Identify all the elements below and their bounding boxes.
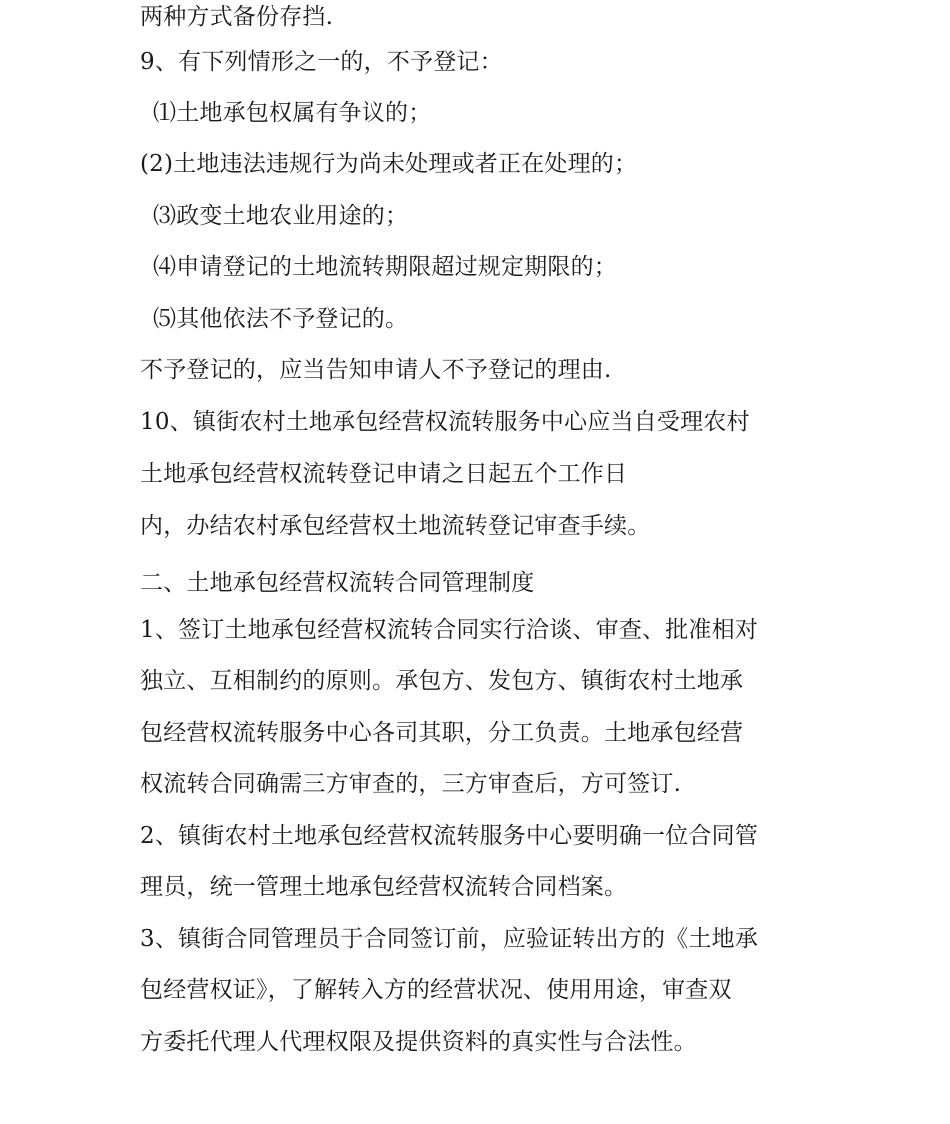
text-line: 包经营权证》，了解转入方的经营状况、使用用途，审查双 — [140, 977, 732, 1003]
text-line: 权流转合同确需三方审查的，三方审查后，方可签订. — [140, 771, 682, 797]
text-line: 理员，统一管理土地承包经营权流转合同档案。 — [140, 874, 628, 900]
text-line: (2)土地违法违规行为尚未处理或者正在处理的； — [140, 151, 638, 177]
text-line: ⑸其他依法不予登记的。 — [153, 306, 409, 332]
text-line: ⑶政变土地农业用途的； — [153, 203, 409, 229]
text-line: 两种方式备份存挡. — [140, 4, 334, 30]
text-line: 1、签订土地承包经营权流转合同实行洽谈、审查、批准相对 — [140, 617, 759, 643]
text-line: 10、镇街农村土地承包经营权流转服务中心应当自受理农村 — [140, 409, 750, 435]
text-line: ⑴土地承包权属有争议的； — [153, 100, 432, 126]
text-line: 内，办结农村承包经营权土地流转登记审查手续。 — [140, 513, 651, 539]
text-line: ⑷申请登记的土地流转期限超过规定期限的； — [153, 254, 617, 280]
text-line: 独立、互相制约的原则。承包方、发包方、镇街农村土地承 — [140, 668, 744, 694]
text-line: 不予登记的，应当告知申请人不予登记的理由. — [140, 357, 612, 383]
text-line: 包经营权流转服务中心各司其职，分工负责。土地承包经营 — [140, 720, 744, 746]
section-heading: 二、土地承包经营权流转合同管理制度 — [140, 570, 535, 596]
text-line: 3、镇街合同管理员于合同签订前，应验证转出方的《土地承 — [140, 926, 759, 952]
text-line: 9、有下列情形之一的，不予登记： — [140, 49, 503, 75]
text-line: 方委托代理人代理权限及提供资料的真实性与合法性。 — [140, 1029, 697, 1055]
text-line: 2、镇街农村土地承包经营权流转服务中心要明确一位合同管 — [140, 823, 759, 849]
text-line: 土地承包经营权流转登记申请之日起五个工作日 — [140, 461, 628, 487]
